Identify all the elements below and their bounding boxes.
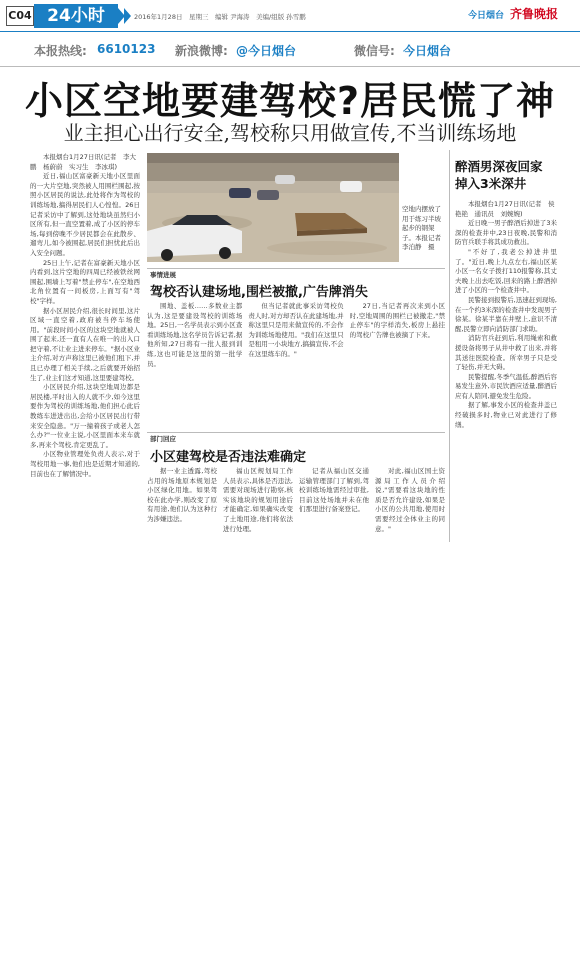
contact-rule [0,66,580,67]
story2-paragraph: 围地、盖板……多数业主都认为,这是要建设驾校的训练场地。25日,一名学员表示到小区查看训练场地,这名学员告诉记者,据他所知,27日将有一批人报到训练,这也可能是这里的第一批学员。 [147,302,243,368]
sidebar-title-line2: 掉入3米深井 [455,176,527,191]
sidebar-title-line1: 醉酒男深夜回家 [455,159,543,174]
dateline: 2016年1月28日 星期三 编辑 尹海涛 美编/组版 孙雪鹏 [134,13,306,21]
sidebar-title [455,158,557,192]
weibo-value: @今日烟台 [236,44,297,58]
sidebar-paragraph: "不好了,我老公掉进井里了。"近日,晚上九点左右,福山区某小区一名女子拨打110报警称,其丈夫晚上出去吃饭,回来的路上醉酒掉进了小区的一个检查井中。 [455,247,557,295]
lead-paragraph: 小区物业管理处负责人表示,对于驾校用地一事,他们也是近期才知道的,目前也在了解情况中。 [30,450,140,478]
story3-paragraph: 福山区规划局工作人员表示,具体是否违法,需要对现场进行勘察,核实该地块的规划用途后才能确定,如果确实改变了土地用途,他们将依法进行处理。 [223,467,293,533]
sidebar-paragraph: 据了解,事发小区的检查井盖已经破损多时,物业已对此进行了修缮。 [455,401,557,429]
weibo-label: 新浪微博: [175,44,228,58]
photo-caption: 空地内摆放了用于练习半坡起步的钢架子。本报记者 李泊静 摄 [402,205,448,252]
sub-headline: 业主担心出行安全,驾校称只用做宣传,不当训练场地 [63,121,517,145]
page-header [0,0,580,32]
section-rule [147,432,445,433]
sidebar-paragraph: 民警提醒,冬季气温低,醉酒后容易发生意外,市民饮酒应适量,醉酒后应有人陪同,避免发生危险。 [455,372,557,400]
contact-bar [0,36,580,66]
sidebar-byline: 本报烟台1月27日讯(记者 侯艳艳 通讯员 刘婉婉) [455,200,555,218]
lead-paragraph: 近日,福山区富豪新天地小区里面的一大片空地,突然被人用围栏围起,按照小区居民的说法,此处将作为驾校的训练场地,搞得居民们人心惶惶。26日记者采访中了解到,这处地块虽然归小区所有,但一直空置着,成了小区的停车场,每到傍晚不少居民都会在此散步、遛弯儿,如今被围起,居民们担忧此后出入安全问题。 [30,172,140,257]
hotline-value: 6610123 [97,42,156,56]
main-headline: 小区空地要建驾校?居民慌了神 [24,79,556,123]
lead-column [30,153,140,536]
sidebar-body [455,200,557,540]
section-title: 24小时 [34,4,118,28]
wechat-value: 今日烟台 [403,44,452,58]
story3-paragraph: 对此,福山区国土资源局工作人员介绍说,"需要看这块地的性质是否允许建设,如果是小区的公共用地,使用时需要经过全体业主的同意。" [375,467,445,533]
paper-name: 今日烟台 [468,11,505,21]
news-photo [147,153,399,262]
page-number: C04 [6,6,34,26]
hotline-label: 本报热线: [34,44,87,58]
story3-title: 小区建驾校是否违法难确定 [150,450,307,465]
section-rule [147,268,445,269]
sidebar-paragraph: 消防官兵赶到后,利用绳索和救援设备将男子从井中救了出来,并将其送往医院检查。所幸男子只是受了轻伤,并无大碍。 [455,334,557,372]
story3-kicker: 部门回应 [150,435,176,443]
story3-body [147,467,445,539]
story2-kicker: 事情进展 [150,271,176,279]
story2-body [147,302,445,404]
paper-logo: 齐鲁晚报 [510,7,559,21]
lead-paragraph: 据小区居民介绍,很长时间里,这片区域一直空着,政府被当停车场使用。"前段时间小区的这块空地就被人围了起来,还一直有人在唯一的出入口把守着,不让业主进来停车。"据小区业主介绍,对方声称这里已被他们租下,并且已办理了相关手续,之后就要开始招生了,业主们这才知道,这里要建驾校。 [30,306,140,382]
lead-paragraph: 小区居民介绍,这块空地周边都是居民楼,平时出入的人就不少,如今这里要作为驾校的训练场地,他们担心此后教练车进进出出,会给小区居民出行带来安全隐患。"万一撞着孩子或老人怎么办?"一位业主说,小区里面本来车就多,再来个驾校,肯定更乱了。 [30,383,140,449]
sidebar-paragraph: 民警接到报警后,迅速赶到现场,在一个约3米深的检查井中发现男子徐某。徐某半靠在井壁上,意识不清醒,民警立即向消防部门求助。 [455,295,557,333]
story3-paragraph: 记者从福山区交通运输管理部门了解到,驾校训练场地需经过审批,目前这处场地并未在他们那里进行备案登记。 [299,467,369,514]
wechat-label: 微信号: [354,44,395,58]
sidebar-paragraph: 近日晚一男子醉酒后掉进了3米深的检查井中,23日夜晚,民警和消防官兵联手将其成功救出。 [455,219,557,247]
story2-paragraph: 27日,当记者再次来到小区时,空地周围的围栏已被撤走,"禁止停车"的字样消失,板房上悬挂的驾校广告牌也被摘了下来。 [349,302,445,339]
arrows-icon [118,8,132,24]
story2-title: 驾校否认建场地,围栏被撤,广告牌消失 [150,285,368,300]
lead-byline: 本报烟台1月27日讯(记者 李大鹏 杨蔚蔚 实习生 李冰琪) [30,153,136,171]
lead-paragraph: 25日上午,记者在富豪新天地小区内看到,这片空地的四周已经被铁丝网围起,围墙上写着"禁止停车",在空地西北角位置有一间板房,上面写有"驾校"字样。 [30,258,140,305]
header-rule [0,31,580,32]
story3-paragraph: 据一业主透露,驾校占用的场地原本规划是小区绿化用地。如果驾校在此办学,则改变了原有用途,他们认为这种行为涉嫌违法。 [147,467,217,523]
story2-paragraph: 但当记者就此事采访驾校负责人时,对方却否认在此建场地,并称这里只是用来做宣传的,不会作为训练场地使用。"我们在这里只是租用一小块地方,搞搞宣传,不会在这里练车的。" [248,302,344,358]
column-divider [449,150,450,542]
